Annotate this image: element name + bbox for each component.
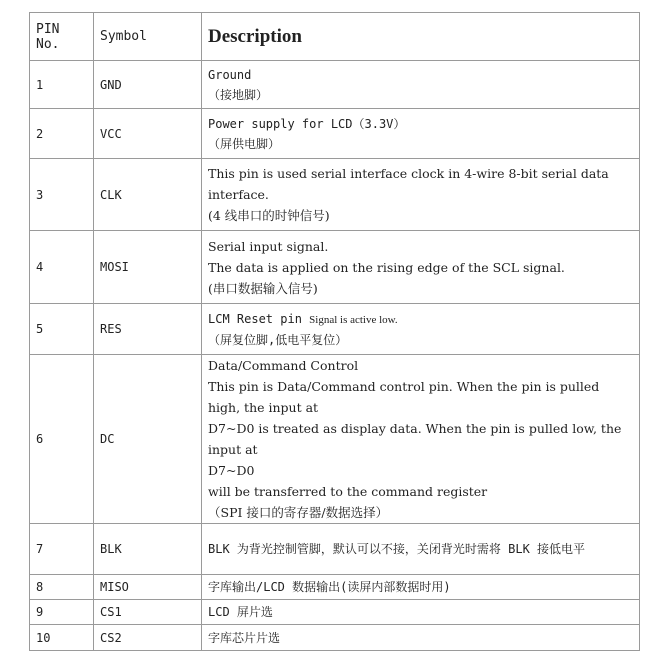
header-pin-no: PIN No. — [30, 13, 94, 61]
description-line: （接地脚） — [208, 87, 269, 102]
pin-description — [202, 304, 640, 355]
pin-symbol: DC — [94, 355, 202, 524]
table-row — [30, 575, 640, 600]
table-row — [30, 355, 640, 524]
pin-number: 2 — [30, 109, 94, 159]
description-line: （屏供电脚） — [208, 136, 281, 151]
description-line: Data/Command Control — [208, 358, 359, 373]
description-line: 字库输出/LCD 数据输出(读屏内部数据时用) — [208, 580, 451, 594]
pin-description — [202, 524, 640, 575]
table-row — [30, 625, 640, 651]
reset-pin-label: LCM Reset pin — [208, 311, 302, 326]
reset-pin-note: Signal is active low. — [309, 313, 398, 326]
pin-number: 1 — [30, 61, 94, 109]
description-line: (串口数据输入信号) — [208, 280, 318, 296]
pin-description — [202, 61, 640, 109]
pin-symbol: VCC — [94, 109, 202, 159]
pin-number: 3 — [30, 159, 94, 231]
pin-number: 6 — [30, 355, 94, 524]
pin-number: 10 — [30, 625, 94, 651]
pin-symbol: CS2 — [94, 625, 202, 651]
description-line: This pin is used serial interface clock in 4-wire 8-bit serial data interface. — [208, 166, 609, 202]
description-line: This pin is Data/Command control pin. When the pin is pulled high, the input at — [208, 379, 600, 415]
pin-description — [202, 600, 640, 625]
pin-description-table — [29, 12, 640, 651]
table-row — [30, 109, 640, 159]
description-line: Serial input signal. — [208, 238, 329, 254]
table-row — [30, 159, 640, 231]
pin-description — [202, 355, 640, 524]
description-line — [208, 309, 633, 330]
table-row — [30, 231, 640, 304]
description-line: Ground — [208, 67, 252, 82]
pin-description — [202, 159, 640, 231]
pin-symbol: GND — [94, 61, 202, 109]
pin-symbol: CS1 — [94, 600, 202, 625]
pin-description — [202, 231, 640, 304]
description-line: Power supply for LCD（3.3V） — [208, 116, 406, 131]
pin-number: 7 — [30, 524, 94, 575]
description-line: will be transferred to the command register — [208, 484, 488, 499]
description-line: 字库芯片片选 — [208, 630, 281, 645]
description-line: BLK 为背光控制管脚，默认可以不接，关闭背光时需将 BLK 接低电平 — [208, 542, 586, 556]
description-line: D7~D0 is treated as display data. When the pin is pulled low, the input at — [208, 421, 622, 457]
pin-number: 4 — [30, 231, 94, 304]
table-row — [30, 304, 640, 355]
header-symbol: Symbol — [94, 13, 202, 61]
table-header-row — [30, 13, 640, 61]
pin-symbol: MOSI — [94, 231, 202, 304]
pin-symbol: MISO — [94, 575, 202, 600]
pin-symbol: CLK — [94, 159, 202, 231]
pin-symbol: RES — [94, 304, 202, 355]
description-line: LCD 屏片选 — [208, 605, 273, 619]
table-row — [30, 524, 640, 575]
header-description: Description — [202, 13, 640, 61]
pin-number: 9 — [30, 600, 94, 625]
description-line: (4 线串口的时钟信号) — [208, 208, 330, 223]
description-line: （屏复位脚,低电平复位） — [208, 332, 348, 347]
description-line: D7~D0 — [208, 463, 255, 478]
pin-description — [202, 575, 640, 600]
pin-number: 8 — [30, 575, 94, 600]
pin-number: 5 — [30, 304, 94, 355]
pin-description — [202, 109, 640, 159]
table-row — [30, 600, 640, 625]
pin-description — [202, 625, 640, 651]
pin-symbol: BLK — [94, 524, 202, 575]
table-row — [30, 61, 640, 109]
description-line: （SPI 接口的寄存器/数据选择） — [208, 505, 389, 520]
description-line: The data is applied on the rising edge of the SCL signal. — [208, 259, 565, 275]
